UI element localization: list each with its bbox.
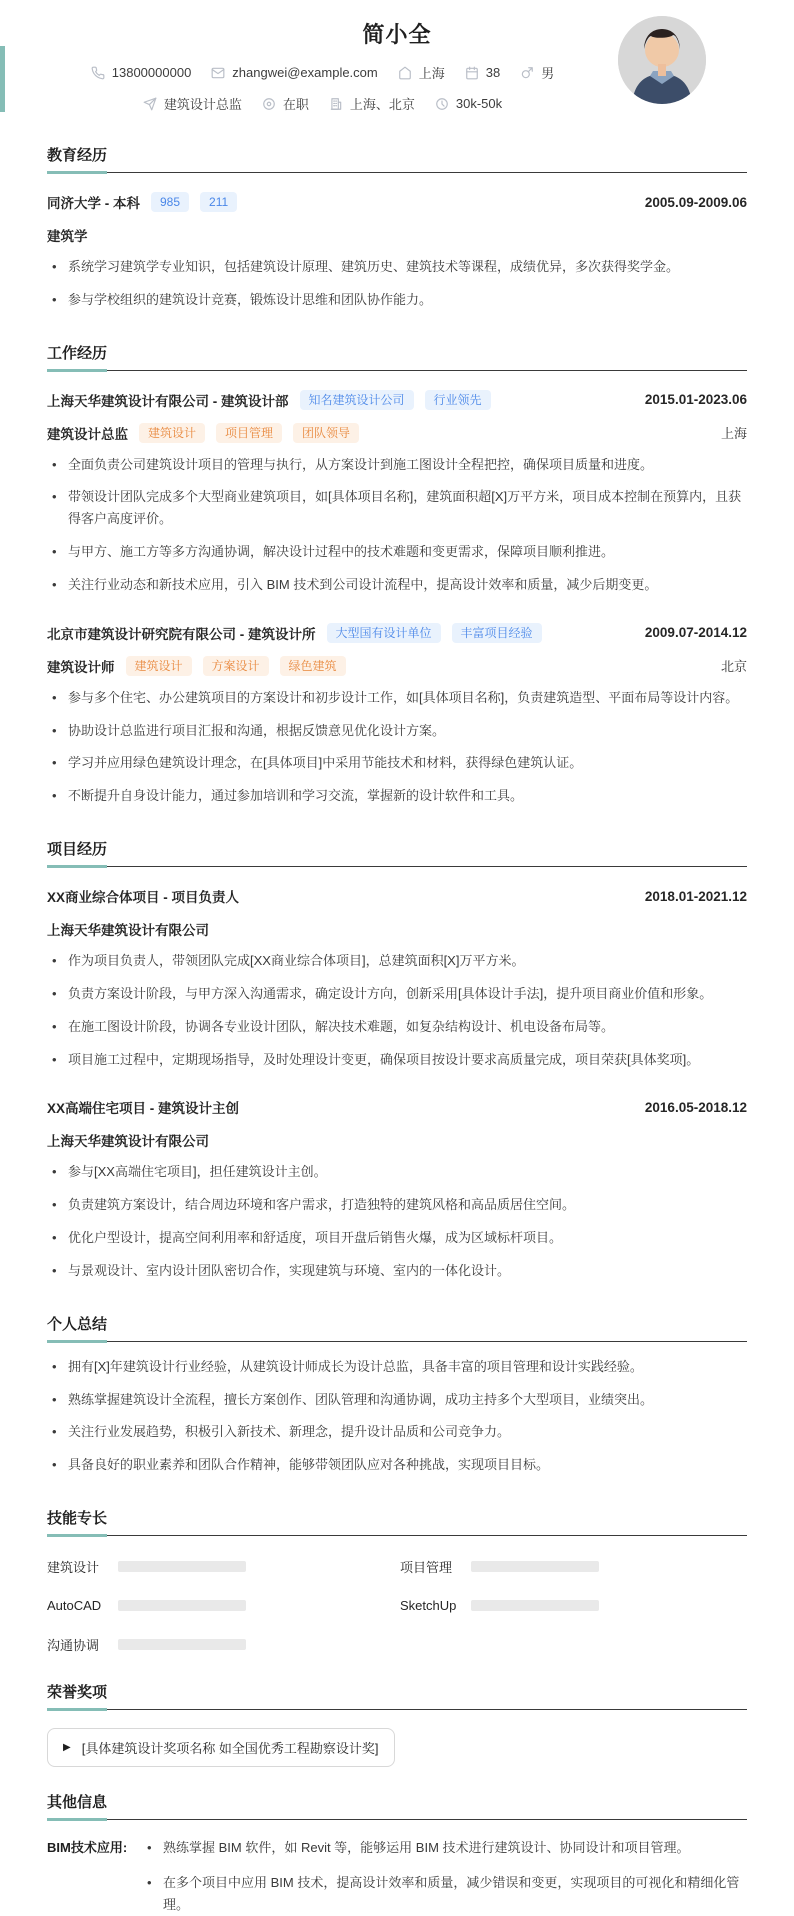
section-work [47, 342, 747, 807]
company-name: 北京市建筑设计研究院有限公司 - 建筑设计所 [47, 626, 316, 642]
age-text: 38 [485, 65, 501, 80]
bullet-item: • 关注行业动态和新技术应用，引入 BIM 技术到公司设计流程中，提高设计效率和质量，减少后期变更。 [47, 574, 747, 596]
project-bullets [47, 950, 747, 1070]
section-header-summary [47, 1313, 747, 1342]
contact-row-1 [0, 63, 645, 82]
project-company: 上海天华建筑设计有限公司 [47, 923, 209, 939]
bullet-item: • 协助设计总监进行项目汇报和沟通，根据反馈意见优化设计方案。 [47, 720, 747, 742]
skill-item [47, 1557, 247, 1576]
contact-location [398, 63, 445, 82]
school-tag: 985 [151, 192, 189, 212]
work-bullets [47, 687, 747, 807]
project-date: 2018.01-2021.12 [644, 888, 747, 904]
summary-bullets [47, 1356, 747, 1476]
skill-bar [471, 1561, 599, 1572]
work-location: 上海 [720, 426, 747, 442]
section-title: 荣誉奖项 [47, 1681, 107, 1709]
section-projects [47, 838, 747, 1282]
contact-email [211, 65, 377, 80]
section-title: 项目经历 [47, 838, 107, 866]
award-text: [具体建筑设计奖项名称 如全国优秀工程勘察设计奖] [81, 1741, 379, 1757]
bullet-item: • 参与[XX高端住宅项目]，担任建筑设计主创。 [47, 1161, 747, 1183]
section-header-work [47, 342, 747, 371]
section-other [47, 1791, 747, 1915]
school-name: 同济大学 - 本科 [47, 196, 140, 211]
bullet-item: • 参与学校组织的建筑设计竞赛，锻炼设计思维和团队协作能力。 [47, 289, 747, 311]
bullet-item: • 带领设计团队完成多个大型商业建筑项目，如[具体项目名称]，建筑面积超[X]万平方米，项目成本控制在预算内，且获得客户高度评价。 [47, 486, 747, 530]
section-title: 其他信息 [47, 1791, 107, 1819]
cities-text: 上海、北京 [349, 97, 415, 112]
contact-gender [520, 63, 554, 82]
salary-text: 30k-50k [455, 96, 503, 111]
age-icon [465, 66, 479, 80]
skill-item [400, 1598, 600, 1613]
company-tag: 大型国有设计单位 [327, 623, 441, 643]
bullet-item: • 在多个项目中应用 BIM 技术，提高设计效率和质量，减少错误和变更，实现项目的可视化和精细化管理。 [142, 1872, 747, 1916]
resume-body [0, 144, 794, 1916]
section-header-other [47, 1791, 747, 1820]
section-header-awards [47, 1681, 747, 1710]
section-header-education [47, 144, 747, 173]
status-icon [262, 97, 276, 111]
bullet-item: • 学习并应用绿色建筑设计理念，在[具体项目]中采用节能技术和材料，获得绿色建筑认证。 [47, 752, 747, 774]
job-role: 建筑设计师 [47, 659, 115, 675]
bullet-item: • 负责建筑方案设计，结合周边环境和客户需求，打造独特的建筑风格和高品质居住空间。 [47, 1194, 747, 1216]
education-bullets [47, 256, 747, 311]
education-date: 2005.09-2009.06 [644, 194, 747, 210]
section-title: 工作经历 [47, 342, 107, 370]
section-title: 个人总结 [47, 1313, 107, 1341]
home-icon [398, 66, 412, 80]
section-skills [47, 1507, 747, 1654]
bullet-item: • 全面负责公司建筑设计项目的管理与执行，从方案设计到施工图设计全程把控，确保项目质量和进度。 [47, 454, 747, 476]
contact-phone [91, 65, 192, 80]
section-header-projects [47, 838, 747, 867]
contact-status [262, 94, 309, 113]
contact-info [0, 63, 645, 113]
position-icon [143, 97, 157, 111]
skill-label: SketchUp [400, 1598, 457, 1614]
other-info-row [47, 1837, 747, 1915]
skill-label: 建筑设计 [47, 1560, 100, 1576]
bullet-item: • 项目施工过程中，定期现场指导，及时处理设计变更，确保项目按设计要求高质量完成，项目荣获[具体奖项]。 [47, 1049, 747, 1071]
major-name: 建筑学 [47, 229, 88, 244]
other-info-label: BIM技术应用: [47, 1840, 128, 1856]
skill-bar [118, 1639, 246, 1650]
other-info-bullets [142, 1837, 747, 1915]
school-tag: 211 [200, 192, 237, 212]
project-entry-1 [47, 886, 747, 1070]
status-text: 在职 [282, 97, 309, 112]
skill-label: 沟通协调 [47, 1638, 100, 1654]
role-tag: 建筑设计 [139, 423, 205, 443]
skill-item [47, 1635, 247, 1654]
bullet-item: • 与景观设计、室内设计团队密切合作，实现建筑与环境、室内的一体化设计。 [47, 1260, 747, 1282]
project-name: XX高端住宅项目 - 建筑设计主创 [47, 1101, 240, 1117]
avatar [618, 16, 706, 104]
skill-bar [118, 1561, 246, 1572]
salary-icon [435, 97, 449, 111]
contact-position [143, 94, 242, 113]
company-name: 上海天华建筑设计有限公司 - 建筑设计部 [47, 393, 289, 409]
email-text: zhangwei@example.com [232, 65, 378, 80]
contact-age [465, 65, 500, 80]
city-icon [329, 97, 343, 111]
work-date: 2009.07-2014.12 [644, 625, 747, 641]
bullet-item: • 作为项目负责人，带领团队完成[XX商业综合体项目]，总建筑面积[X]万平方米。 [47, 950, 747, 972]
project-entry-2 [47, 1097, 747, 1281]
skills-grid [47, 1557, 747, 1654]
gender-text: 男 [541, 66, 555, 81]
section-education [47, 144, 747, 311]
bullet-item: • 优化户型设计，提高空间利用率和舒适度，项目开盘后销售火爆，成为区域标杆项目。 [47, 1227, 747, 1249]
work-date: 2015.01-2023.06 [644, 392, 747, 408]
bullet-item: • 关注行业发展趋势，积极引入新技术、新理念，提升设计品质和公司竞争力。 [47, 1421, 747, 1443]
section-header-skills [47, 1507, 747, 1536]
location-text: 上海 [418, 66, 445, 81]
project-date: 2016.05-2018.12 [644, 1099, 747, 1115]
bullet-item: • 系统学习建筑学专业知识，包括建筑设计原理、建筑历史、建筑技术等课程，成绩优异，多次获得奖学金。 [47, 256, 747, 278]
position-text: 建筑设计总监 [163, 97, 242, 112]
candidate-name: 简小全 [362, 22, 432, 47]
work-location: 北京 [720, 659, 747, 675]
role-tag: 项目管理 [216, 423, 282, 443]
company-tag: 行业领先 [425, 390, 491, 410]
project-company: 上海天华建筑设计有限公司 [47, 1134, 209, 1150]
education-entry [47, 192, 747, 311]
section-awards [47, 1681, 747, 1767]
job-role: 建筑设计总监 [47, 426, 128, 442]
work-entry-1 [47, 390, 747, 596]
gender-icon [520, 66, 534, 80]
award-item[interactable] [47, 1728, 395, 1767]
skill-bar [471, 1600, 599, 1611]
bullet-item: • 拥有[X]年建筑设计行业经验，从建筑设计师成长为设计总监，具备丰富的项目管理和设计实践经验。 [47, 1356, 747, 1378]
project-bullets [47, 1161, 747, 1281]
phone-icon [91, 66, 105, 80]
skill-item [47, 1598, 247, 1613]
contact-row-2 [0, 94, 645, 113]
bullet-item: • 具备良好的职业素养和团队合作精神，能够带领团队应对各种挑战，实现项目目标。 [47, 1454, 747, 1476]
phone-text: 13800000000 [111, 65, 192, 80]
expand-triangle-icon: ▶ [63, 1741, 71, 1753]
bullet-item: • 参与多个住宅、办公建筑项目的方案设计和初步设计工作，如[具体项目名称]，负责建筑造型、平面布局等设计内容。 [47, 687, 747, 709]
bullet-item: • 在施工图设计阶段，协调各专业设计团队，解决技术难题，如复杂结构设计、机电设备布局等。 [47, 1016, 747, 1038]
role-tag: 建筑设计 [126, 656, 192, 676]
resume-header [0, 0, 794, 113]
section-title: 教育经历 [47, 144, 107, 172]
company-tag: 知名建筑设计公司 [300, 390, 414, 410]
bullet-item: • 负责方案设计阶段，与甲方深入沟通需求，确定设计方向，创新采用[具体设计手法]，提升项目商业价值和形象。 [47, 983, 747, 1005]
bullet-item: • 熟练掌握 BIM 软件，如 Revit 等，能够运用 BIM 技术进行建筑设计、协同设计和项目管理。 [142, 1837, 747, 1859]
skill-item [400, 1557, 600, 1576]
work-entry-2 [47, 623, 747, 807]
bullet-item: • 熟练掌握建筑设计全流程，擅长方案创作、团队管理和沟通协调，成功主持多个大型项目，业绩突出。 [47, 1389, 747, 1411]
contact-salary [435, 96, 502, 111]
email-icon [211, 66, 225, 80]
bullet-item: • 不断提升自身设计能力，通过参加培训和学习交流，掌握新的设计软件和工具。 [47, 785, 747, 807]
contact-cities [329, 94, 415, 113]
skill-bar [118, 1600, 246, 1611]
role-tag: 绿色建筑 [280, 656, 346, 676]
skill-label: AutoCAD [47, 1598, 102, 1614]
role-tag: 团队领导 [293, 423, 359, 443]
project-name: XX商业综合体项目 - 项目负责人 [47, 890, 240, 906]
role-tag: 方案设计 [203, 656, 269, 676]
section-summary [47, 1313, 747, 1476]
section-title: 技能专长 [47, 1507, 107, 1535]
work-bullets [47, 454, 747, 596]
company-tag: 丰富项目经验 [452, 623, 542, 643]
skill-label: 项目管理 [400, 1560, 453, 1576]
bullet-item: • 与甲方、施工方等多方沟通协调，解决设计过程中的技术难题和变更需求，保障项目顺利推进。 [47, 541, 747, 563]
